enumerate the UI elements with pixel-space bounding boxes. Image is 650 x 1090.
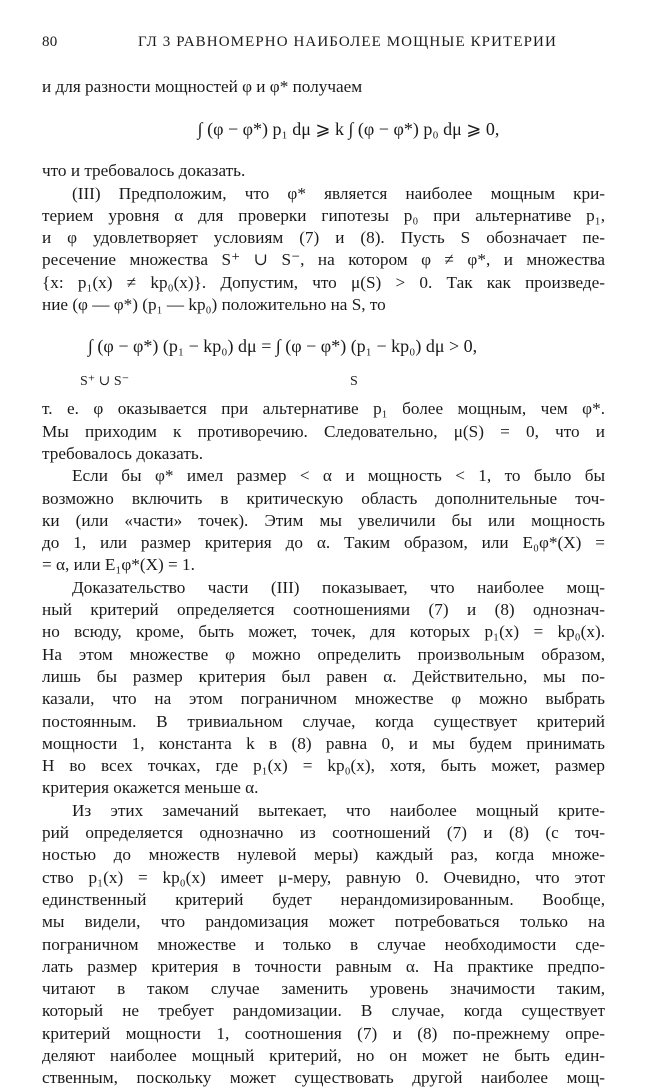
text-line: деляют наиболее мощный критерий, но он может не быть един- bbox=[42, 1045, 605, 1065]
text-line: ный критерий определяется соотношениями (7) и (8) однознач- bbox=[42, 600, 605, 620]
text-line: Доказательство части (III) показывает, что наиболее мощ- bbox=[72, 577, 605, 597]
text-line: до 1, или размер критерия до α. Таким образом, или E₀φ*(X) = bbox=[42, 533, 605, 553]
text-line: который не требует рандомизации. В случае, когда существует bbox=[42, 1001, 605, 1021]
text-line: но всюду, кроме, быть может, точек, для которых p₁(x) = kp₀(x). bbox=[42, 622, 605, 642]
text-line: т. е. φ оказывается при альтернативе p₁ более мощным, чем φ*. bbox=[42, 399, 605, 419]
text-line: {x: p₁(x) ≠ kp₀(x)}. Допустим, что μ(S) > 0. Так как произведе- bbox=[42, 272, 605, 292]
text-line: и для разности мощностей φ и φ* получаем bbox=[42, 77, 363, 96]
text-line: = α, или E₁φ*(X) = 1. bbox=[42, 555, 195, 575]
text-line: читают в таком случае заменить уровень значимости таким, bbox=[42, 979, 605, 999]
formula-subscript-s: S bbox=[350, 374, 358, 390]
text-line: что и требовалось доказать. bbox=[42, 161, 246, 181]
page-number: 80 bbox=[42, 34, 58, 50]
text-line: Мы приходим к противоречию. Следовательно, μ(S) = 0, что и bbox=[42, 421, 605, 441]
formula-integral-over-s bbox=[42, 316, 605, 398]
text-line: H во всех точках, где p₁(x) = kp₀(x), хотя, быть может, размер bbox=[42, 756, 605, 776]
formula-power-difference: ∫ (φ − φ*) p₁ dμ ⩾ k ∫ (φ − φ*) p₀ dμ ⩾ 0, bbox=[197, 119, 500, 140]
text-line: На этом множестве φ можно определить произвольным образом, bbox=[42, 644, 605, 664]
text-line: единственный критерий будет нерандомизированным. Вообще, bbox=[42, 889, 605, 909]
text-line: ресечение множества S⁺ ∪ S⁻, на котором φ ≠ φ*, и множества bbox=[42, 250, 605, 270]
text-line: (III) Предположим, что φ* является наиболее мощным кри- bbox=[72, 183, 605, 203]
text-line: пограничном множестве и только в случае необходимости сде- bbox=[42, 934, 605, 954]
text-line: критерия окажется меньше α. bbox=[42, 778, 259, 798]
text-line: ство p₁(x) = kp₀(x) имеет μ-меру, равную 0. Очевидно, что этот bbox=[42, 867, 605, 887]
formula-subscript-union: S⁺ ∪ S⁻ bbox=[80, 374, 130, 390]
text-line: ки (или «части» точек). Этим мы увеличили бы или мощность bbox=[42, 510, 605, 530]
text-line: ственным, поскольку может существовать другой наиболее мощ- bbox=[42, 1068, 605, 1088]
text-line: терием уровня α для проверки гипотезы p₀ при альтернативе p₁, bbox=[42, 205, 605, 225]
text-line: мы видели, что рандомизация может потребоваться только на bbox=[42, 912, 605, 932]
text-line: критерий мощности 1, соотношения (7) и (8) по-прежнему опре- bbox=[42, 1023, 605, 1043]
text-line: Если бы φ* имел размер < α и мощность < 1, то было бы bbox=[72, 466, 605, 486]
text-line: лишь бы размер критерия был равен α. Действительно, мы по- bbox=[42, 666, 605, 686]
page-body bbox=[42, 76, 605, 1090]
text-line: мощности 1, константа k в (8) равна 0, и мы будем принимать bbox=[42, 733, 605, 753]
text-line: ностью до множеств нулевой меры) каждый раз, когда множе- bbox=[42, 845, 605, 865]
text-line: ние (φ — φ*) (p₁ — kp₀) положительно на S, то bbox=[42, 295, 386, 315]
text-line: лать размер критерия в точности равным α. На практике предпо- bbox=[42, 956, 605, 976]
running-title: ГЛ 3 РАВНОМЕРНО НАИБОЛЕЕ МОЩНЫЕ КРИТЕРИИ bbox=[138, 34, 557, 50]
text-line: требовалось доказать. bbox=[42, 443, 203, 463]
formula-integral-main: ∫ (φ − φ*) (p₁ − kp₀) dμ = ∫ (φ − φ*) (p₁ − kp₀) dμ > 0, bbox=[88, 336, 478, 357]
text-line: рий определяется однозначно из соотношений (7) и (8) (с точ- bbox=[42, 823, 605, 843]
text-line: Из этих замечаний вытекает, что наиболее мощный крите- bbox=[72, 800, 605, 820]
text-line: и φ удовлетворяет условиям (7) и (8). Пусть S обозначает пе- bbox=[42, 228, 605, 248]
page-header bbox=[42, 34, 602, 56]
text-line: постоянным. В тривиальном случае, когда существует критерий bbox=[42, 711, 605, 731]
text-line: казали, что на этом пограничном множестве φ можно выбрать bbox=[42, 689, 605, 709]
text-line: возможно включить в критическую область дополнительные точ- bbox=[42, 488, 605, 508]
